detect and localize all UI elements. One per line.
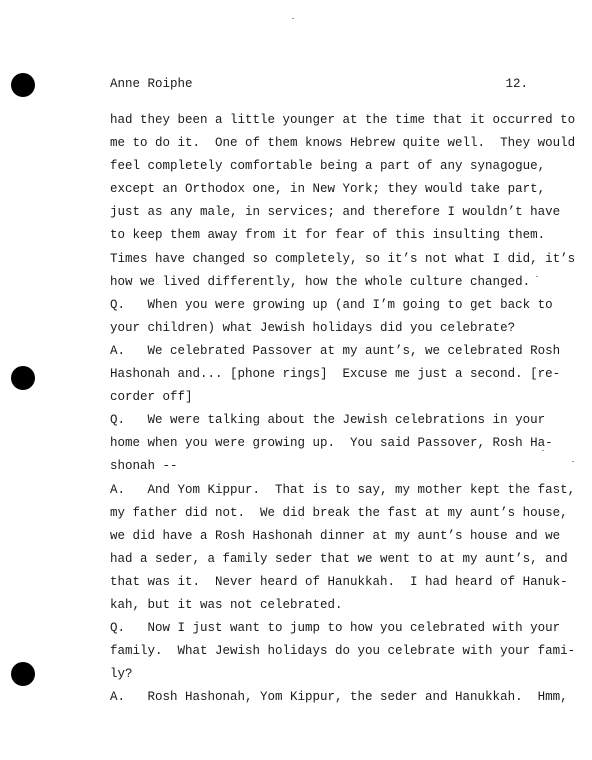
transcript-line: me to do it. One of them knows Hebrew quite well. They would	[110, 136, 576, 151]
transcript-line: except an Orthodox one, in New York; they would take part,	[110, 182, 546, 197]
transcript-line: your children) what Jewish holidays did you celebrate?	[110, 320, 516, 335]
scan-speck	[292, 18, 294, 19]
scan-speck	[542, 450, 544, 451]
transcript-line: A. Rosh Hashonah, Yom Kippur, the seder and Hanukkah. Hmm,	[110, 690, 568, 705]
transcript-line: corder off]	[110, 390, 193, 405]
transcript-line: that was it. Never heard of Hanukkah. I had heard of Hanuk-	[110, 574, 568, 589]
transcript-line: home when you were growing up. You said Passover, Rosh Ha-	[110, 436, 553, 451]
transcript-line: had they been a little younger at the time that it occurred to	[110, 113, 576, 127]
transcript-line: feel completely comfortable being a part of any synagogue,	[110, 159, 546, 174]
transcript-line: Q. Now I just want to jump to how you celebrated with your	[110, 621, 561, 636]
transcript-line: Times have changed so completely, so it’s not what I did, it’s	[110, 251, 576, 266]
punch-hole-bottom	[11, 662, 35, 686]
transcript-line: Hashonah and... [phone rings] Excuse me just a second. [re-	[110, 367, 561, 382]
page-number: 12.	[505, 77, 528, 91]
transcript-line: we did have a Rosh Hashonah dinner at my aunt’s house and we	[110, 528, 561, 543]
transcript-line: Q. We were talking about the Jewish celebrations in your	[110, 413, 546, 428]
scan-speck	[536, 276, 538, 277]
transcript-line: my father did not. We did break the fast at my aunt’s house,	[110, 505, 568, 520]
transcript-line: A. We celebrated Passover at my aunt’s, we celebrated Rosh	[110, 343, 561, 358]
transcript-line: shonah --	[110, 459, 178, 474]
punch-hole-top	[11, 73, 35, 97]
transcript-line: just as any male, in services; and therefore I wouldn’t have	[110, 205, 561, 220]
punch-hole-middle	[11, 366, 35, 390]
author-name: Anne Roiphe	[110, 77, 193, 91]
scan-speck	[572, 461, 574, 462]
transcript-line: Q. When you were growing up (and I’m going to get back to	[110, 297, 553, 312]
transcript-line: A. And Yom Kippur. That is to say, my mother kept the fast,	[110, 482, 576, 497]
transcript-line: had a seder, a family seder that we went to at my aunt’s, and	[110, 551, 568, 566]
transcript-line: kah, but it was not celebrated.	[110, 597, 343, 612]
transcript-line: how we lived differently, how the whole culture changed.	[110, 274, 531, 289]
transcript-line: to keep them away from it for fear of this insulting them.	[110, 228, 546, 243]
transcript-body	[110, 109, 576, 709]
transcript-line: family. What Jewish holidays do you celebrate with your fami-	[110, 644, 576, 659]
transcript-line: ly?	[110, 667, 133, 682]
